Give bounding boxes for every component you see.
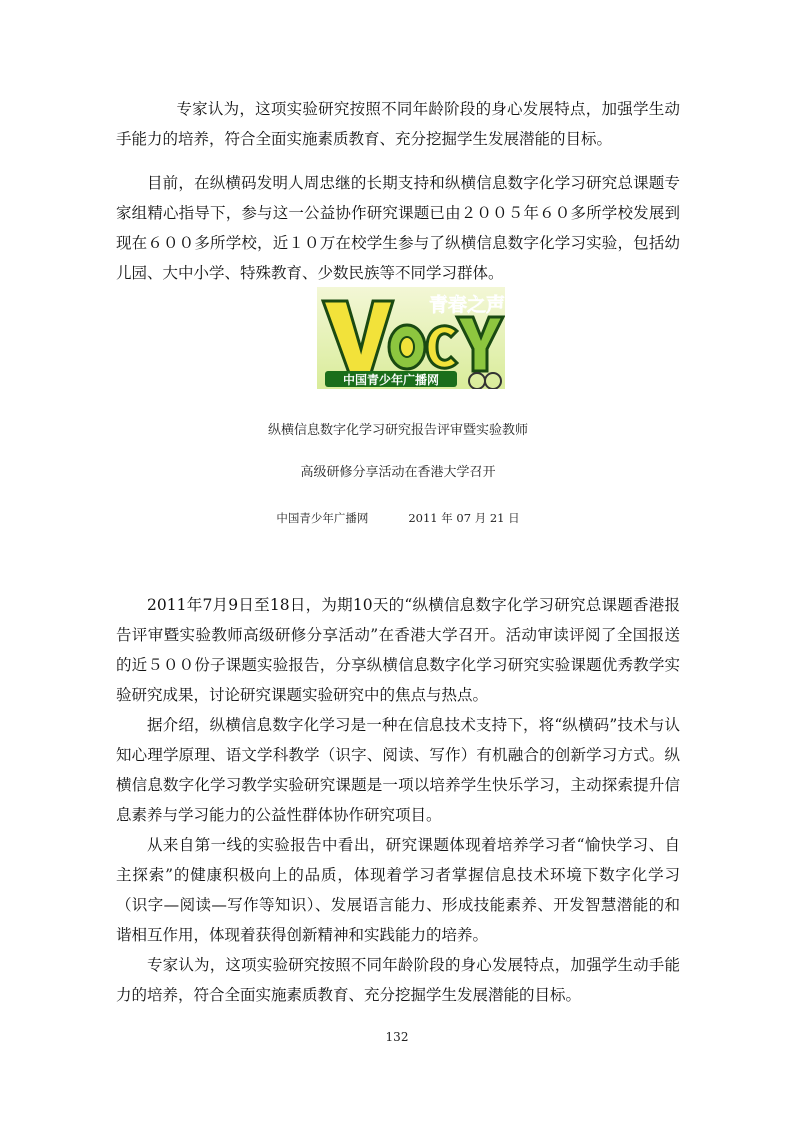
paragraph-event: 2011年7月9日至18日，为期10天的“纵横信息数字化学习研究总课题香港报告评审暨实验教师高级研修分享活动”在香港大学召开。活动审读评阅了全国报送的近５００份子课题实验报告，分享纵横信息数字化学习研究实验课题优秀教学实验研究成果，讨论研究课题实验研究中的焦点与热点。 [116,596,680,704]
image-caption-line-2: 高级研修分享活动在香港大学召开 [300,465,496,480]
article-date: 2011 年 07 月 21 日 [408,511,520,525]
page-number: 132 [385,1030,409,1044]
logo-tagline: 青春之声 [428,294,505,316]
image-caption-line-1: 纵横信息数字化学习研究报告评审暨实验教师 [267,423,528,438]
paragraph-expert-conclusion: 专家认为，这项实验研究按照不同年龄阶段的身心发展特点，加强学生动手能力的培养，符合全面实施素质教育、充分挖掘学生发展潜能的目标。 [116,956,680,1004]
paragraph-current-status: 目前，在纵横码发明人周忠继的长期支持和纵横信息数字化学习研究总课题专家组精心指导下，参与这一公益协作研究课题已由２００５年６０多所学校发展到现在６００多所学校，近１０万在校学生参与了纵横信息数字化学习实验，包括幼儿园、大中小学、特殊教育、少数民族等不同学习群体。 [116,174,680,282]
article-meta [116,510,680,526]
article-source: 中国青少年广播网 [276,511,369,525]
paragraph-introduction: 据介绍，纵横信息数字化学习是一种在信息技术支持下，将“纵横码”技术与认知心理学原理、语文学科教学（识字、阅读、写作）有机融合的创新学习方式。纵横信息数字化学习教学实验研究课题是一项以培养学生快乐学习，主动探索提升信息素养与学习能力的公益性群体协作研究项目。 [116,716,680,824]
paragraph-findings: 从来自第一线的实验报告中看出，研究课题体现着培养学习者“愉快学习、自主探索”的健康积极向上的品质，体现着学习者掌握信息技术环境下数字化学习（识字—阅读—写作等知识）、发展语言能力、形成技能素养、开发智慧潜能的和谐相互作用，体现着获得创新精神和实践能力的培养。 [116,836,680,944]
paragraph-intro-expert: 专家认为，这项实验研究按照不同年龄阶段的身心发展特点，加强学生动手能力的培养，符合全面实施素质教育、充分挖掘学生发展潜能的目标。 [116,100,680,148]
vocy-logo-image [317,287,505,389]
logo-banner-text: 中国青少年广播网 [342,373,440,387]
